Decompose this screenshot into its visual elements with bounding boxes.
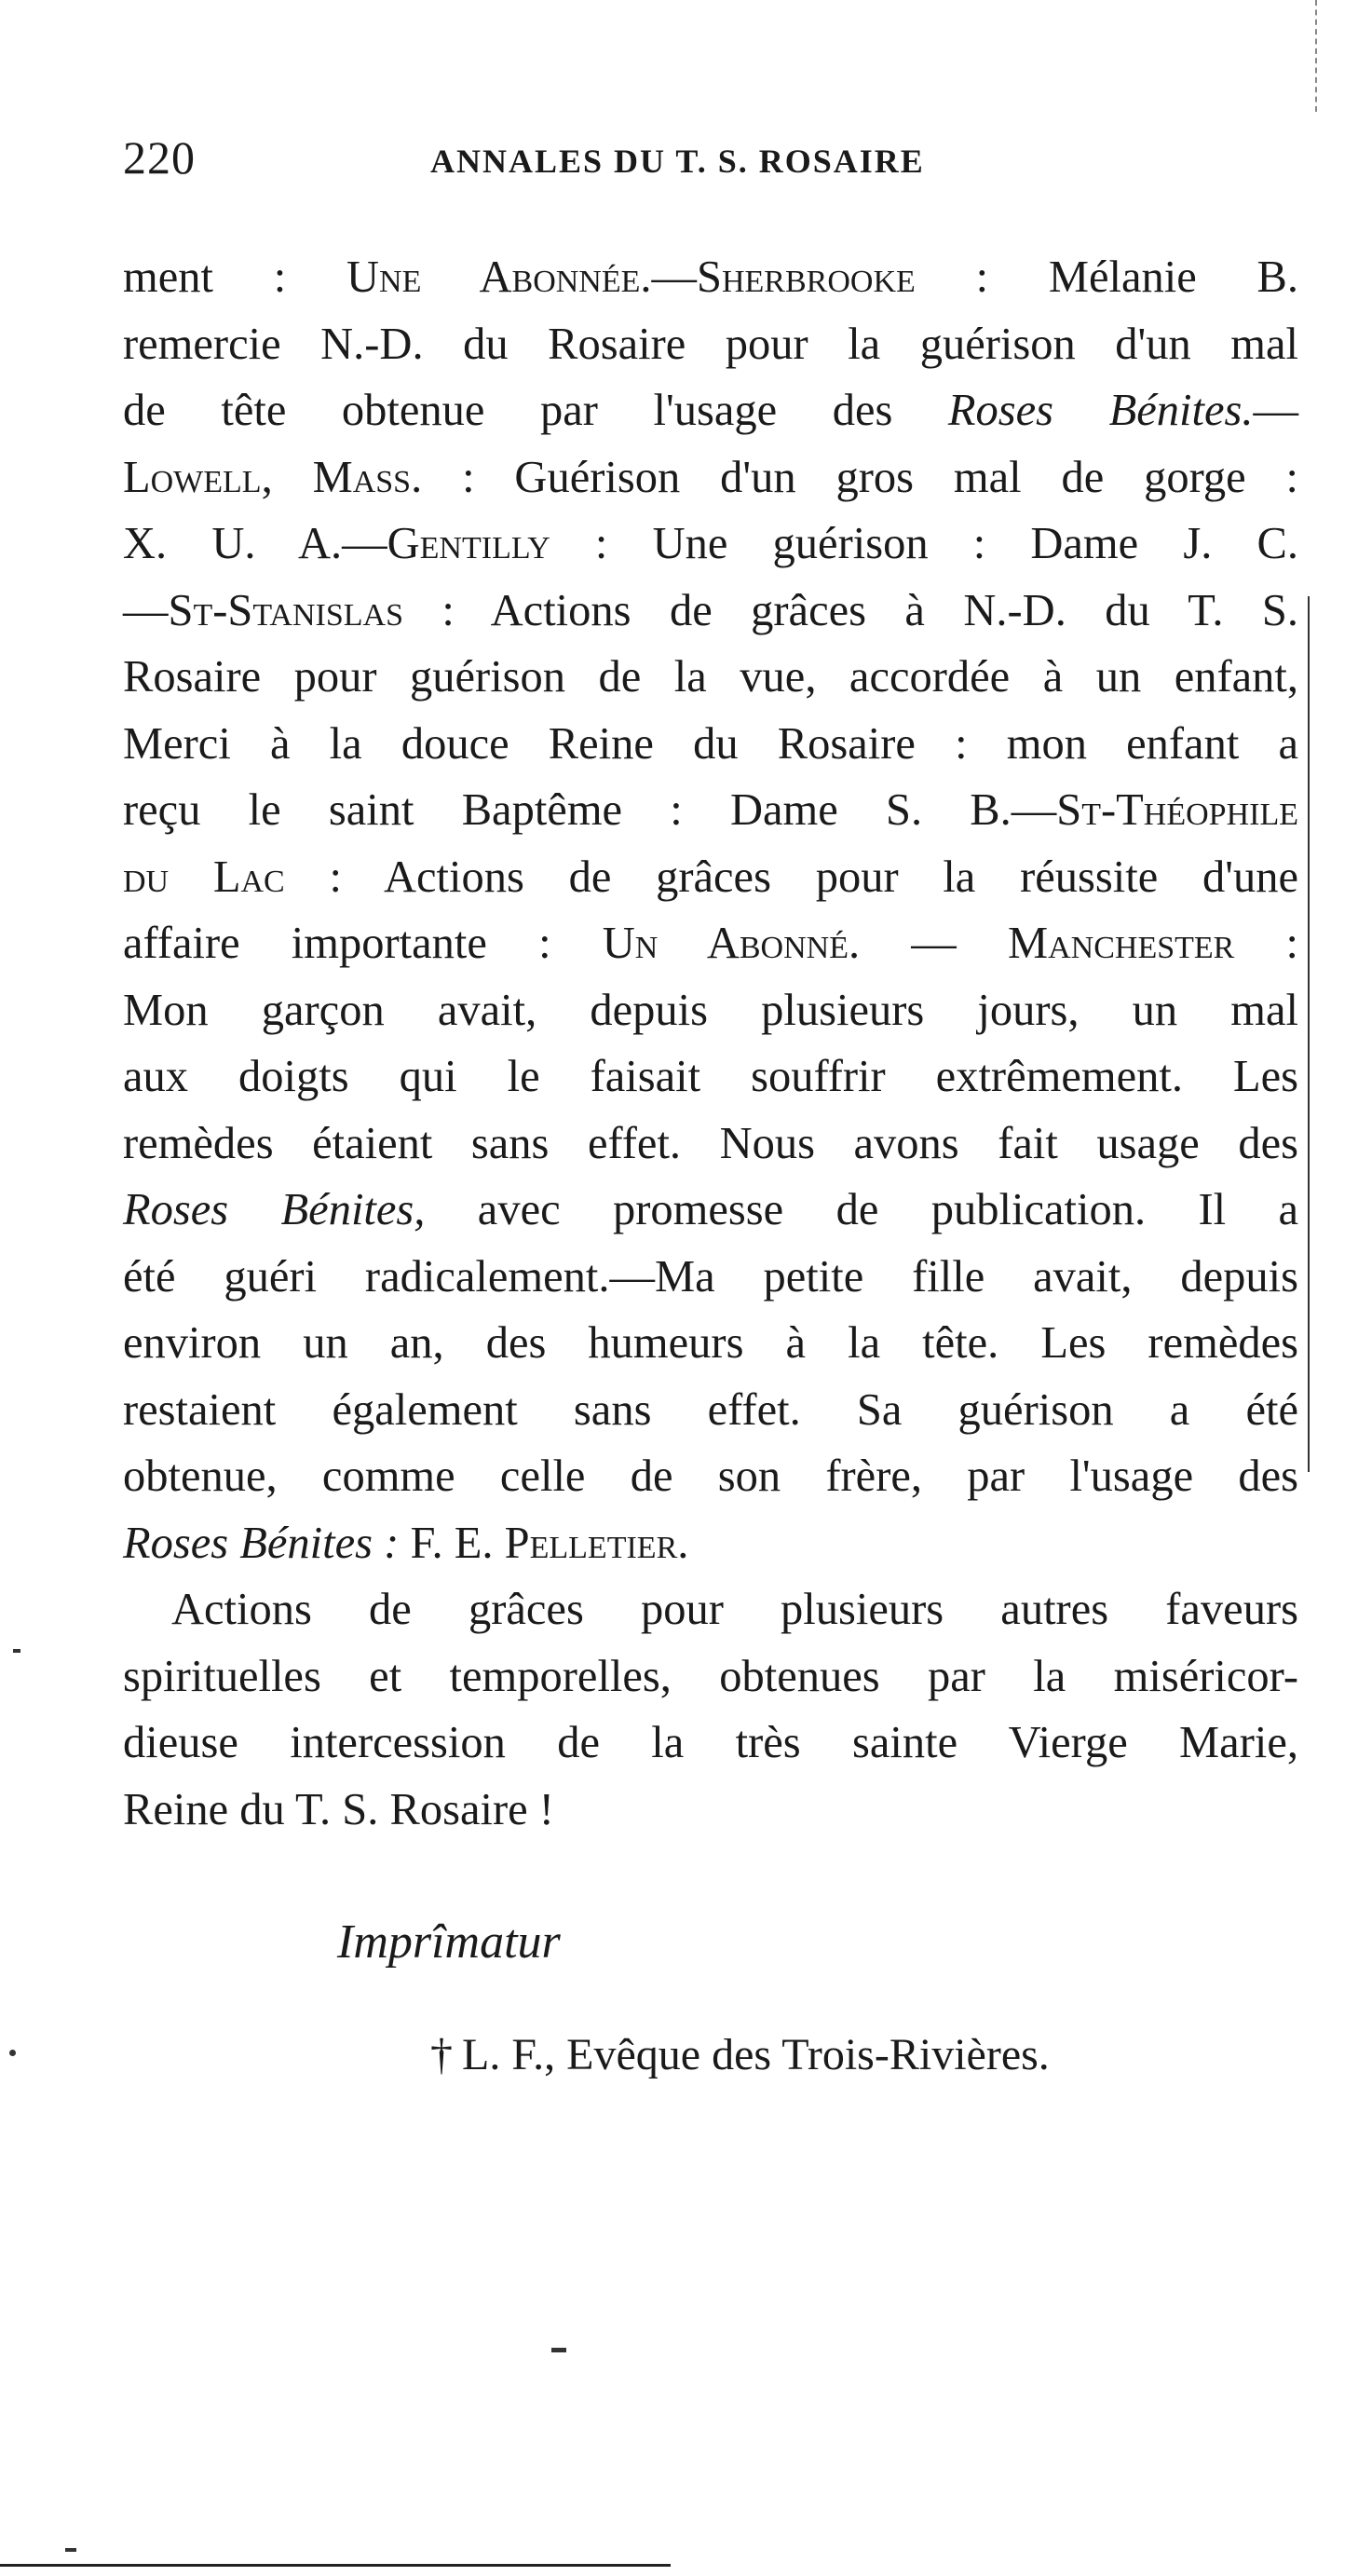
page-number: 220 — [123, 131, 196, 184]
dagger-icon: † — [430, 2030, 453, 2079]
text-line: Actions de grâces pour plusieurs autres faveurs — [171, 1585, 1298, 1634]
text-line: remèdes étaient sans effet. Nous avons fait usage des — [123, 1118, 1298, 1168]
signature: † L. F., Evêque des Trois-Rivières. — [430, 2030, 1050, 2079]
text-line: obtenue, comme celle de son frère, par l'usage des — [123, 1452, 1298, 1501]
text-line: Mon garçon avait, depuis plusieurs jours, un mal — [123, 985, 1298, 1035]
bottom-rule — [0, 2564, 671, 2567]
text-line: Rosaire pour guérison de la vue, accordée à un enfant, — [123, 652, 1298, 702]
text-line: dieuse intercession de la très sainte Vierge Marie, — [123, 1718, 1298, 1767]
text-line: du Lac : Actions de grâces pour la réussite d'une — [123, 852, 1298, 902]
text-line: Reine du T. S. Rosaire ! — [123, 1784, 554, 1834]
text-line: X. U. A.—Gentilly : Une guérison : Dame J. C. — [123, 519, 1298, 568]
text-line: affaire importante : Un Abonné. — Manchester : — [123, 919, 1298, 968]
text-line: aux doigts qui le faisait souffrir extrêmement. Les — [123, 1052, 1298, 1101]
text-line: Roses Bénites, avec promesse de publication. Il a — [123, 1185, 1299, 1234]
text-line: ment : Une Abonnée.—Sherbrooke : Mélanie B. — [123, 252, 1298, 302]
imprimatur: Imprîmatur — [337, 1915, 561, 1969]
ink-speck — [13, 1649, 20, 1653]
text-line: Roses Bénites : F. E. Pelletier. — [123, 1518, 689, 1568]
text-line: Lowell, Mass. : Guérison d'un gros mal de gorge : — [123, 452, 1298, 502]
text-line: remercie N.-D. du Rosaire pour la guérison d'un mal — [123, 319, 1298, 369]
text-line: de tête obtenue par l'usage des Roses Bénites.— — [123, 386, 1298, 435]
text-line: Merci à la douce Reine du Rosaire : mon enfant a — [123, 718, 1298, 769]
body-text — [123, 244, 1298, 1843]
text-line: reçu le saint Baptême : Dame S. B.—St-Théophile — [123, 785, 1298, 835]
ink-speck — [65, 2548, 76, 2552]
page-edge-dashes — [1315, 0, 1317, 112]
text-line: été guéri radicalement.—Ma petite fille avait, depuis — [123, 1251, 1298, 1302]
text-line: environ un an, des humeurs à la tête. Les remèdes — [123, 1318, 1298, 1368]
text-line: restaient également sans effet. Sa guérison a été — [123, 1384, 1298, 1435]
text-line: —St-Stanislas : Actions de grâces à N.-D. du T. S. — [123, 585, 1298, 635]
text-line: spirituelles et temporelles, obtenues par la miséricor- — [123, 1651, 1298, 1701]
ink-speck — [551, 2348, 566, 2352]
margin-rule — [1308, 596, 1310, 1472]
running-head: ANNALES DU T. S. ROSAIRE — [430, 143, 925, 180]
ink-speck — [9, 2050, 16, 2056]
